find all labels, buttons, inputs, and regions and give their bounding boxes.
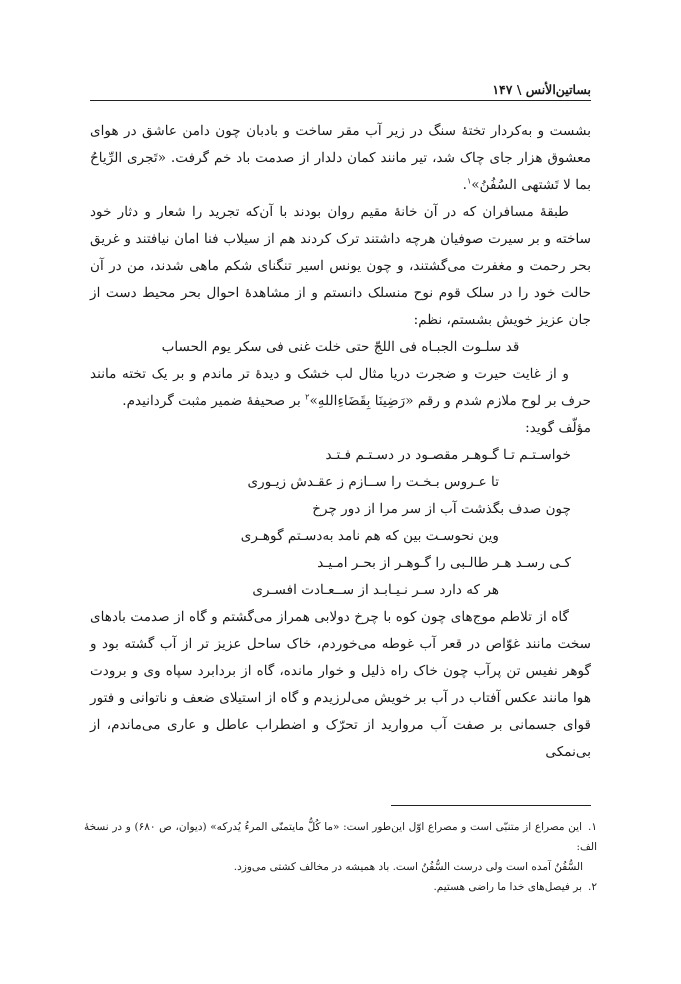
footnote-ref-2: ۲ bbox=[305, 392, 310, 402]
page-header bbox=[90, 76, 591, 101]
paragraph-1-end: . bbox=[462, 177, 467, 193]
footnote-2-number: ۲. bbox=[588, 881, 597, 893]
poem-line: تا عـروس بـخـت را ســازم ز عقـدش زیـوری bbox=[247, 474, 499, 490]
footnote-1-number: ۱. bbox=[588, 821, 597, 833]
poem-line: هر که دارد سـر نـیـابـد از ســعـادت افسـری bbox=[252, 582, 499, 598]
footnote-2-text: بر فیصل‌های خدا ما راضی هستیم. bbox=[433, 881, 583, 893]
footnote-1 bbox=[84, 817, 597, 857]
poem-line: کـی رسـد هـر طالـبی را گـوهـر از بحـر امـیـد bbox=[317, 555, 571, 571]
paragraph-4: گاه از تلاطم موج‌های چون کوه با چرخ دولابی همراز می‌گشتم و گاه از صدمت بادهای سخت مانند غوّاص در قعر آب غوطه می‌خوردم، خاک ساحل عزیز تر از آب گشته بود و گوهر نفیس تن پرآب چون خاک راه ذلیل و خوار مانده، گاه از بردابرد سپاه وی و برودت هوا مانند عکس آفتاب در آب بر خویش می‌لرزیدم و گاه از استیلای ضعف و ناتوانی و فتور قوای جسمانی بر صفت آب مروارید از تحرّک و اضطراب عاطل و عاری می‌ماندم، از بی‌نمکی bbox=[90, 609, 591, 760]
arabic-verse: قد سلـوت الجبـاه فی اللجّ حتی خلت غنی فی سکر یوم الحساب bbox=[161, 339, 520, 355]
poem-line: وین نحوسـت بین که هم نامد به‌دسـتم گوهـری bbox=[240, 528, 499, 544]
paragraph-1-text: بشست و به‌کردار تختهٔ سنگ در زیر آب مقر ساخت و بادبان چون دامن عاشق در هوای معشوق هزار جای چاک شد، تیر مانند کمان دلدار از صدمت باد خم گرفت. «تَجری الرِّیاحُ بما لا تَشتهی السُفُنُ» bbox=[90, 123, 591, 193]
paragraph-3-text-a: و از غایت حیرت و ضجرت دریا مثال لب خشک و دیدهٔ تر ماندم و بر یک تخته مانند حرف بر لوح ملازم شدم و رقم «رَضِینَا بِقَضَاءِاللهِ» bbox=[90, 366, 591, 409]
poem-line: چون صدف بگذشت آب از سر مرا از دور چرخ bbox=[312, 501, 571, 517]
paragraph-2: طبقهٔ مسافران که در آن خانهٔ مقیم روان بودند با آن‌که تجرید را شعار و دثار خود ساخته و بر سیرت صوفیان هرچه داشتند ترک کردند هم از سیلاب فنا امان نیافتند و غریق بحر رحمت و مغفرت می‌گشتند، و چون یونس اسیر تنگنای شکم ماهی شدند، من در آن حالت خود را در سلک قوم نوح منسلک دانستم و از مشاهدهٔ احوال بحر محیط دست از جان عزیز خویش بشستم، نظم: bbox=[90, 204, 591, 328]
paragraph-3-text-b: بر صحیفهٔ ضمیر مثبت گردانیدم. bbox=[122, 393, 306, 409]
footnote-ref-1: ۱ bbox=[467, 176, 472, 186]
body-text bbox=[90, 118, 591, 766]
footnote-1-continuation: السُّفُنُ آمده است ولی درست السُّفُنُ است. باد همیشه در مخالف کشتی می‌وزد. bbox=[233, 861, 583, 873]
paragraph-3 bbox=[90, 361, 591, 415]
footnote-divider bbox=[391, 805, 591, 806]
author-says: مؤلّف گوید: bbox=[525, 420, 591, 436]
footnotes bbox=[84, 817, 597, 897]
paragraph-1 bbox=[90, 118, 591, 199]
footnote-2 bbox=[84, 877, 597, 897]
footnote-1-text: این مصراع از متنبّی است و مصراع اوّل این‌طور است: «ما کُلُّ مایتمنّی المرءُ یُدرکه» (دیوان، ص ۶۸۰) و در نسخهٔ الف: bbox=[84, 821, 597, 853]
running-head: بساتین‌الأنس \ ۱۴۷ bbox=[492, 82, 591, 97]
poem-line: خواسـتـم تـا گـوهـر مقصـود در دسـتـم فـتـد bbox=[325, 447, 571, 463]
